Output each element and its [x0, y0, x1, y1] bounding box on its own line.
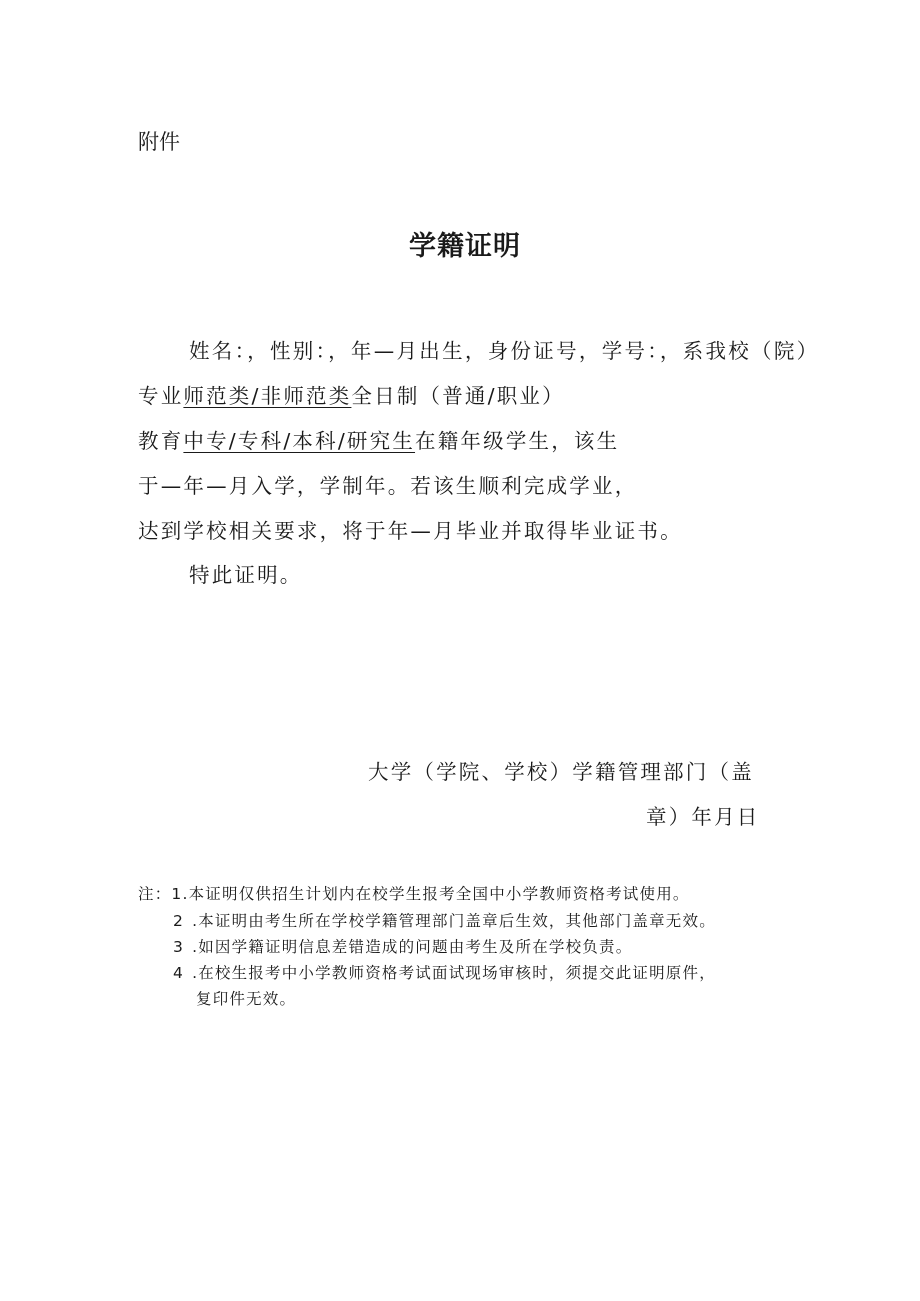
note-2: [173, 909, 716, 931]
body-line-4: 于—年—月入学，学制年。若该生顺利完成学业，: [138, 474, 638, 498]
note-1-number: 1.: [171, 885, 189, 903]
body-line-2: [138, 379, 565, 409]
study-mode: 全日制（普通/职业）: [351, 384, 565, 408]
note-3-text: .如因学籍证明信息差错造成的问题由考生及所在学校负责。: [192, 938, 633, 956]
enrollment-status: 在籍年级学生，该生: [415, 429, 620, 453]
closing-statement: 特此证明。: [189, 563, 303, 587]
note-1: [138, 882, 690, 904]
signature-line-1: 大学（学院、学校）学籍管理部门（盖: [368, 760, 754, 784]
body-line-5: 达到学校相关要求，将于年—月毕业并取得毕业证书。: [138, 519, 683, 543]
note-1-text: 本证明仅供招生计划内在校学生报考全国中小学教师资格考试使用。: [188, 885, 690, 903]
note-4-continuation: 复印件无效。: [196, 990, 297, 1008]
education-level-options: 中专/专科/本科/研究生: [183, 429, 416, 453]
note-3-number: 3: [173, 938, 185, 956]
body-line-3: [138, 424, 619, 454]
note-4-number: 4: [173, 964, 185, 982]
education-prefix: 教育: [138, 429, 184, 453]
major-prefix: 专业: [138, 384, 184, 408]
note-2-number: 2: [173, 912, 185, 930]
document-title: 学籍证明: [409, 231, 521, 262]
note-4-text: .在校生报考中小学教师资格考试面试现场审核时，须提交此证明原件，: [192, 964, 716, 982]
signature-line-2: 章）年月日: [646, 805, 760, 829]
attachment-label: 附件: [138, 130, 180, 154]
normal-category-options: 师范类/非师范类: [183, 384, 352, 408]
note-3: [173, 935, 632, 957]
note-4: [173, 961, 716, 983]
body-line-1: 姓名：，性别：，年—月出生，身份证号，学号：，系我校（院）: [189, 339, 820, 363]
notes-label: 注：: [138, 885, 172, 903]
note-2-text: .本证明由考生所在学校学籍管理部门盖章后生效，其他部门盖章无效。: [192, 912, 716, 930]
